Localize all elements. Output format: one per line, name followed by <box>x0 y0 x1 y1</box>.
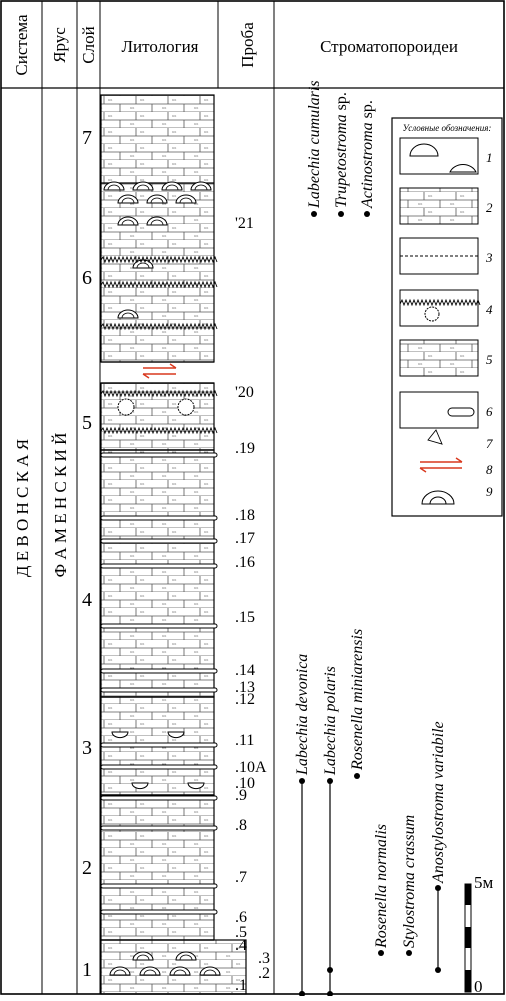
species-name: Labechia cumularis <box>306 80 323 208</box>
layer-number: 6 <box>82 267 92 289</box>
species-range <box>401 815 418 956</box>
sample-label: .7 <box>235 869 247 886</box>
species-name: Labechia polaris <box>322 666 339 775</box>
species-name: Rosenella miniarensis <box>349 628 366 770</box>
header-system: Система <box>12 14 31 76</box>
species-name: Truрetostroma sp. <box>333 92 350 208</box>
layer-number: 7 <box>82 127 92 149</box>
legend-number: 5 <box>486 352 493 367</box>
layer-number: 2 <box>82 857 92 879</box>
marl-interbed <box>101 624 217 628</box>
sample-label: .16 <box>235 554 255 571</box>
sample-label: .18 <box>235 507 255 524</box>
scale-bar <box>465 873 494 996</box>
sample-label: '20 <box>235 384 254 401</box>
sample-label: .15 <box>235 609 255 626</box>
sample-label: .12 <box>235 691 255 708</box>
header-stromatoporoids: Строматопороидеи <box>320 37 458 56</box>
legend-number: 9 <box>486 484 493 499</box>
species-range <box>294 654 311 996</box>
marl-interbed <box>101 453 217 457</box>
fault-arrow-left <box>143 374 176 378</box>
sample-label: .10A <box>235 759 267 776</box>
sample-label: .6 <box>235 909 247 926</box>
legend-number: 3 <box>486 250 493 265</box>
header-sample: Проба <box>238 22 257 68</box>
lithology-interval <box>101 450 214 697</box>
legend-title: Условные обозначения: <box>402 123 492 133</box>
sample-label: .17 <box>235 530 255 547</box>
marl-interbed <box>101 743 217 747</box>
lithology-column <box>101 95 246 994</box>
header-lithology: Литология <box>121 37 199 56</box>
fault-arrow-right <box>143 364 176 368</box>
header-stage: Ярус <box>50 27 69 63</box>
layer-numbers <box>82 127 92 981</box>
legend <box>392 118 502 516</box>
species-name: Anostylostroma variabile <box>430 721 447 883</box>
layer-number: 3 <box>82 737 92 759</box>
sample-label: .2 <box>258 965 270 982</box>
sample-label: .14 <box>235 662 255 679</box>
species-range <box>430 721 447 973</box>
sample-label: .9 <box>235 787 247 804</box>
legend-number: 4 <box>486 302 493 317</box>
system-name: Д Е В О Н С К А Я <box>13 438 32 578</box>
species-name: Actinostroma sp. <box>359 100 376 208</box>
sample-label: .3 <box>258 950 270 967</box>
legend-number: 2 <box>486 200 493 215</box>
legend-number: 6 <box>486 404 493 419</box>
species-range <box>359 100 376 217</box>
marl-interbed <box>101 765 217 769</box>
marl-interbed <box>101 884 217 888</box>
scale-zero: 0 <box>474 977 483 996</box>
header-layer: Слой <box>79 26 98 64</box>
sample-label: .11 <box>235 732 255 749</box>
species-name: Labechia devonica <box>294 653 311 775</box>
lithology-interval <box>101 95 214 362</box>
layer-number: 1 <box>82 959 92 981</box>
layer-number: 5 <box>82 412 92 434</box>
sample-label: .13 <box>235 679 255 696</box>
sample-label: '21 <box>235 215 254 232</box>
stage-name: Ф А М Е Н С К И Й <box>51 432 70 578</box>
sample-label: .19 <box>235 440 255 457</box>
species-range <box>349 629 366 779</box>
marl-interbed <box>101 910 217 914</box>
sample-label: .10 <box>235 775 255 792</box>
legend-number: 1 <box>486 150 493 165</box>
sample-label: .4 <box>235 937 247 954</box>
nodule-symbol <box>118 399 134 415</box>
sample-label: .8 <box>235 817 247 834</box>
sample-label: .1 <box>235 977 247 994</box>
layer-number: 4 <box>82 589 92 611</box>
species-range <box>306 80 323 217</box>
species-name: Rosenella normalis <box>373 824 390 948</box>
marl-interbed <box>101 539 217 543</box>
marl-interbed <box>101 796 217 800</box>
lithology-interval <box>101 795 214 940</box>
legend-number: 8 <box>486 462 493 477</box>
species-name: Stylostroma crassum <box>401 814 418 948</box>
marl-interbed <box>101 564 217 568</box>
marl-interbed <box>101 826 217 830</box>
marl-interbed <box>101 516 217 520</box>
marl-interbed <box>101 669 217 673</box>
species-range <box>322 666 339 996</box>
scale-label: 5м <box>474 873 494 892</box>
legend-number: 7 <box>486 436 493 451</box>
sample-label: .5 <box>235 924 247 941</box>
sample-labels <box>235 215 270 994</box>
nodule-symbol <box>178 399 194 415</box>
species-range <box>373 824 390 956</box>
marl-interbed <box>101 688 217 692</box>
species-range <box>333 92 350 217</box>
